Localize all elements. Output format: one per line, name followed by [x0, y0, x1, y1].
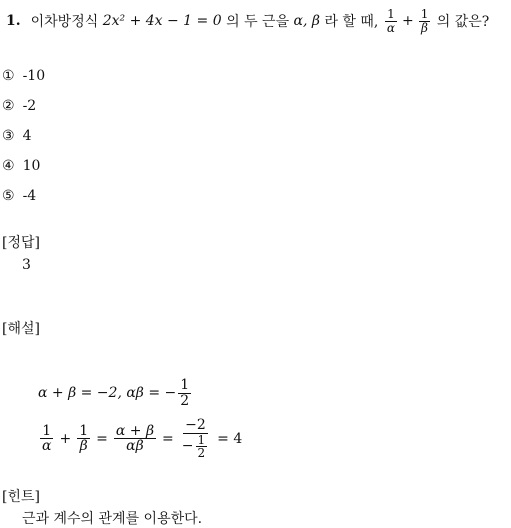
option-5-value: -4	[22, 188, 37, 204]
sum-product-relation: α + β = −2, αβ = −	[38, 385, 177, 402]
question-text-mid2: 라 할 때,	[324, 14, 379, 31]
explanation-line-1	[38, 378, 193, 408]
question-text-mid: 의 두 근을	[226, 14, 290, 31]
option-3-symbol: ③	[2, 128, 15, 144]
option-3[interactable]	[2, 128, 31, 144]
option-5[interactable]	[2, 188, 36, 204]
option-5-symbol: ⑤	[2, 188, 15, 204]
equals-sign-2: =	[162, 430, 174, 447]
fraction-complex: −2 − $\frac{1}{2}$	[181, 417, 206, 461]
question-equation: 2x² + 4x − 1 = 0	[102, 13, 222, 30]
question	[6, 8, 489, 34]
plus-sign-2: +	[59, 430, 72, 447]
option-2-symbol: ②	[2, 98, 15, 114]
option-1-value: -10	[22, 68, 46, 84]
hint-text: 근과 계수의 관계를 이용한다.	[22, 511, 203, 527]
question-text-after: 의 값은?	[436, 14, 490, 31]
hint-label: [힌트]	[2, 489, 40, 505]
option-4-value: 10	[22, 158, 41, 174]
fraction-one-over-alpha-2: $\frac{1}{\alpha}$	[42, 422, 52, 455]
option-1[interactable]	[2, 68, 45, 84]
explanation-line-2	[38, 418, 242, 460]
fraction-one-half: $\frac{1}{2}$	[180, 377, 190, 409]
question-text-before: 이차방정식	[30, 14, 99, 31]
question-number: 1.	[6, 13, 21, 30]
fraction-one-over-alpha: $\frac{1}{\alpha}$	[386, 7, 395, 35]
option-3-value: 4	[22, 128, 32, 144]
option-4[interactable]	[2, 158, 40, 174]
fraction-one-over-beta: $\frac{1}{\beta}$	[420, 7, 429, 35]
equals-sign-1: =	[96, 430, 108, 447]
option-2-value: -2	[22, 98, 37, 114]
question-roots: α, β	[293, 13, 320, 30]
result-value: = 4	[217, 430, 243, 447]
fraction-one-over-beta-2: $\frac{1}{\beta}$	[79, 422, 89, 455]
option-1-symbol: ①	[2, 68, 15, 84]
answer-label: [정답]	[2, 235, 40, 251]
option-4-symbol: ④	[2, 158, 15, 174]
fraction-sum-over-product: $\frac{\alpha + \beta}{\alpha\beta}$	[115, 422, 155, 455]
answer-value: 3	[22, 257, 31, 273]
plus-sign: +	[401, 13, 414, 30]
explanation-label: [해설]	[2, 321, 40, 337]
option-2[interactable]	[2, 98, 36, 114]
